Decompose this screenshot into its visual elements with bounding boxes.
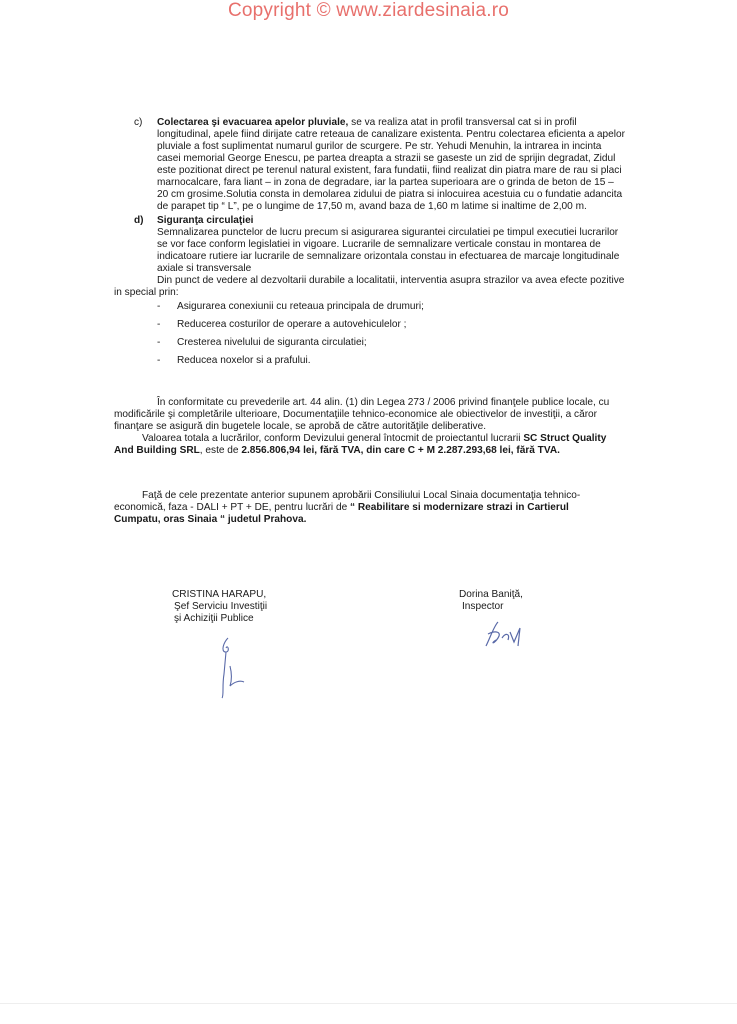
section-d-line-4: Din punct de vedere al dezvoltarii durabile a localitatii, interventia asupra strazilor va avea efecte pozitive [157, 275, 625, 286]
section-c-line-4: este pozitionat direct pe terenul natural existent, fara fundatii, fiind realizat din piatra mare de rau si placi [157, 165, 622, 176]
section-c-line-0: se va realiza atat in profil transversal cat si in profil [351, 117, 577, 128]
section-d-line-3: axiale si transversale [157, 263, 252, 274]
section-c-line-2: pluviale a fost suplimentat numarul gurilor de scurgere. Pe str. Yehudi Menuhin, la intrarea in incinta [157, 141, 602, 152]
section-c-line-6: 20 cm grosime.Solutia consta in demolarea zidului de piatra si inlocuirea acestuia cu o fundatie adancita [157, 189, 623, 200]
left-signature [214, 636, 254, 700]
section-d-tail: in special prin: [114, 287, 179, 298]
bullet-item: - Asigurarea conexiunii cu reteaua principala de drumuri; [157, 301, 424, 312]
section-c-line-1: longitudinal, apele fiind dirijate catre reteaua de canalizare existenta. Pentru colectarea eficienta a apelor [157, 129, 625, 140]
contractor-name: SC Struct Quality [523, 433, 607, 444]
left-signatory-name: CRISTINA HARAPU, [172, 589, 267, 600]
value-line-1: Valoarea totala a lucrărilor, conform Devizului general întocmit de proiectantul lucrarii SC Struct Quality [142, 433, 607, 444]
bullet-item: - Reducerea costurilor de operare a autovehiculelor ; [157, 319, 407, 330]
right-signatory-role: Inspector [462, 601, 504, 612]
section-c-line-3: casei memorial George Enescu, pe partea dreapta a strazii se gaseste un zid de sprijin degradat, Zidul [157, 153, 616, 164]
closing-line-3: Cumpatu, oras Sinaia “ judetul Prahova. [114, 514, 307, 525]
right-signatory-name: Dorina Baniţă, [459, 589, 523, 600]
project-title: “ Reabilitare si modernizare strazi in Cartierul [350, 502, 569, 513]
section-c-title: Colectarea şi evacuarea apelor pluviale, [157, 117, 349, 128]
total-value: 2.856.806,94 lei, fără TVA, din care C + M 2.287.293,68 lei, fără TVA. [241, 445, 560, 456]
section-d-line-2: indicatoare rutiere iar lucrarile de semnalizare orizontala constau in efectuarea de marcaje longitudinale [157, 251, 620, 262]
copyright-watermark: Copyright © www.ziardesinaia.ro [227, 0, 510, 21]
value-line-2: And Building SRL, este de 2.856.806,94 lei, fără TVA, din care C + M 2.287.293,68 lei, fără TVA. [114, 445, 560, 456]
legal-line-0: În conformitate cu prevederile art. 44 alin. (1) din Legea 273 / 2006 privind finanţele publice locale, cu [157, 397, 610, 408]
section-d-line-1: se vor face conform legislatiei in vigoare. Lucrarile de semnalizare verticale constau in montarea de [157, 239, 601, 250]
section-c-line-7: de parapet tip “ L”, pe o lungime de 17,50 m, avand baza de 1,60 m latime si inaltime de 2,00 m. [157, 201, 587, 212]
section-d-line-0: Semnalizarea punctelor de lucru precum si asigurarea sigurantei circulatiei pe timpul executiei lucrarilor [157, 227, 619, 238]
closing-line-1: Faţă de cele prezentate anterior supunem aprobării Consiliului Local Sinaia documentaţia tehnico- [142, 490, 581, 501]
section-c-first-line [157, 117, 577, 128]
legal-line-1: modificările şi completările ulterioare, Documentaţiile tehnico-economice ale obiectivelor de investiţii, a căror [114, 409, 598, 420]
right-signature [476, 616, 536, 652]
section-d-marker: d) [134, 215, 144, 226]
section-c-line-5: marnocalcare, fara liant – in zona de degradare, iar la partea superioara are o grinda de beton de 15 – [157, 177, 614, 188]
page-edge-line [0, 1003, 737, 1004]
section-d-title: Siguranţa circulaţiei [157, 215, 254, 226]
bullet-item: - Reducea noxelor si a prafului. [157, 355, 311, 366]
legal-line-2: finanţare se asigură din bugetele locale, se aprobă de către autorităţile deliberative. [114, 421, 487, 432]
bullet-item: - Cresterea nivelului de siguranta circulatiei; [157, 337, 367, 348]
closing-line-2: economică, faza - DALI + PT + DE, pentru lucrări de “ Reabilitare si modernizare strazi in Cartierul [114, 502, 569, 513]
left-signatory-role-2: şi Achiziţii Publice [174, 613, 254, 624]
left-signatory-role: Şef Serviciu Investiţii [174, 601, 268, 612]
section-c-marker: c) [134, 117, 143, 128]
